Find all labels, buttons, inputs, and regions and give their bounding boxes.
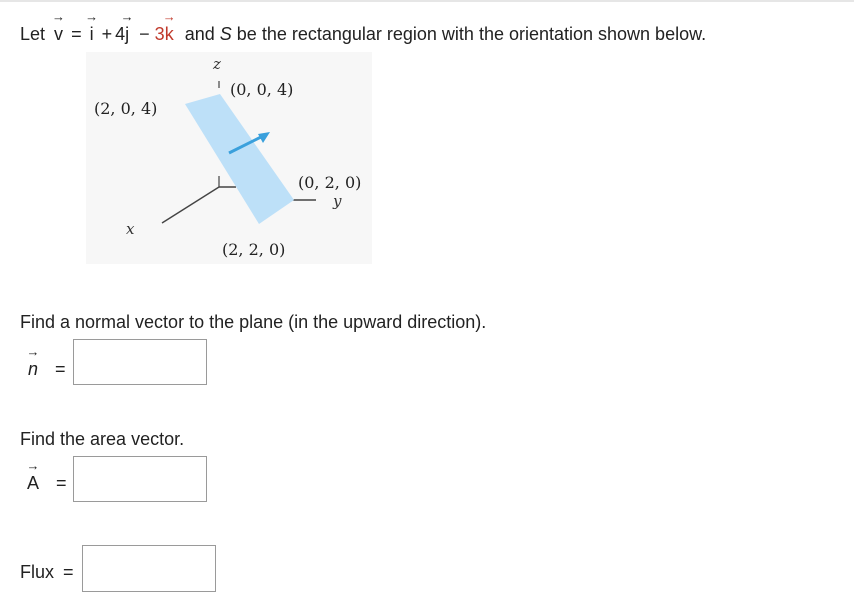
flux-label: Flux = (20, 562, 74, 582)
equals-sign: = (55, 359, 66, 379)
coef-j: 4 (115, 24, 126, 44)
y-axis-label: y (333, 192, 342, 210)
point-label-2-2-0: (2, 2, 0) (222, 240, 286, 259)
region-S: S (219, 24, 232, 44)
q1-prompt: Find a normal vector to the plane (in the upward direction). (20, 312, 487, 332)
arrow-icon: → (120, 9, 134, 24)
x-axis-label: x (126, 220, 135, 238)
x-axis-line (162, 187, 219, 223)
point-label-0-2-0: (0, 2, 0) (298, 173, 362, 192)
top-divider (0, 0, 854, 2)
z-axis-label: z (213, 55, 221, 73)
equals-sign: = (63, 562, 74, 582)
vector-n: → n (26, 344, 40, 379)
area-vector-input[interactable] (73, 456, 207, 502)
arrow-icon: → (26, 458, 40, 473)
let-word: Let (20, 24, 46, 44)
arrow-icon: → (26, 344, 40, 359)
arrow-icon: → (52, 9, 66, 24)
vector-k: → k (162, 9, 176, 44)
equals-sign: = (71, 24, 82, 44)
point-label-0-0-4: (0, 0, 4) (230, 80, 294, 99)
q1-label (26, 344, 66, 380)
rectangular-region (185, 94, 294, 224)
plus-sign: + (101, 24, 113, 44)
q2-label (26, 458, 67, 494)
arrow-icon: → (85, 9, 99, 24)
q2-prompt: Find the area vector. (20, 429, 185, 449)
equals-sign: = (56, 473, 67, 493)
point-label-2-0-4: (2, 0, 4) (94, 99, 158, 118)
problem-statement (20, 9, 707, 45)
coef-k: 3 (154, 24, 165, 44)
region-figure (86, 52, 372, 264)
problem-rest: be the rectangular region with the orientation shown below. (236, 24, 707, 44)
flux-input[interactable] (82, 545, 216, 592)
normal-vector-input[interactable] (73, 339, 207, 385)
minus-sign: − (139, 24, 150, 44)
vector-j: → j (120, 9, 134, 44)
and-word: and (184, 24, 215, 44)
vector-A: → A (26, 458, 40, 493)
vector-i: → i (85, 9, 99, 44)
vector-v: → v (52, 9, 66, 44)
arrow-icon: → (162, 9, 176, 24)
